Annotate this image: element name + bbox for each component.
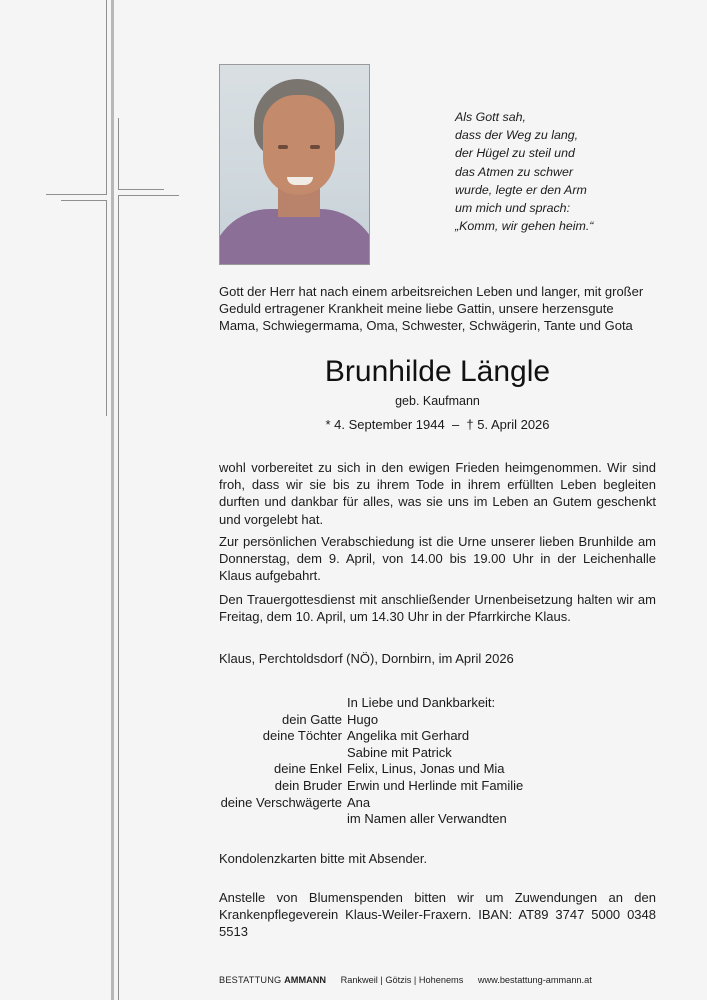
cross-arm-left-lower [61, 200, 107, 201]
family-relation: deine Töchter [262, 728, 342, 744]
family-names: im Namen aller Verwandten [347, 811, 507, 827]
family-relation: dein Gatte [282, 711, 342, 727]
family-names: Sabine mit Patrick [347, 744, 452, 760]
poem-line: wurde, legte er den Arm [455, 182, 587, 197]
cross-arm-right-upper [118, 189, 164, 190]
poem-line: um mich und sprach: [455, 201, 571, 216]
poem [455, 108, 593, 235]
family-relation: deine Enkel [274, 761, 342, 777]
photo-eye-right [310, 145, 320, 149]
photo-smile [287, 177, 313, 185]
footer [219, 975, 592, 985]
maiden-name: geb. Kaufmann [395, 394, 480, 408]
photo-eye-left [278, 145, 288, 149]
photo-shirt [219, 209, 370, 265]
cross-line-left-upper [106, 0, 107, 195]
cross-line-right-upper [118, 118, 119, 190]
place-date: Klaus, Perchtoldsdorf (NÖ), Dornbirn, im April 2026 [219, 651, 514, 666]
family-relation: dein Bruder [274, 777, 342, 793]
paragraph-service: Den Trauergottesdienst mit anschließender Urnenbeisetzung halten wir am Freitag, dem 10. April, um 14.30 Uhr in der Pfarrkirche Klaus. [219, 592, 656, 625]
poem-line: „Komm, wir gehen heim.“ [455, 219, 594, 234]
cross-center-shaft [111, 0, 114, 1000]
cross-line-right-lower [118, 195, 119, 1000]
cross-arm-right-lower [118, 195, 179, 196]
family-names: Ana [347, 794, 371, 810]
family-heading: In Liebe und Dankbarkeit: [347, 695, 496, 710]
family-relation [205, 811, 342, 828]
paragraph-peace: wohl vorbereitet zu sich in den ewigen Frieden heimgenommen. Wir sind froh, dass wir sie bis zu ihrem Tode in ihrem erfüllten Leben begleiten durften und dankbar für alles, was sie uns im Leben an Gutem geschenkt und vorgelebt hat. [219, 460, 656, 527]
family-names: Felix, Linus, Jonas und Mia [347, 761, 505, 777]
poem-line: der Hügel zu steil und [455, 146, 575, 161]
family-names: Erwin und Herlinde mit Familie [347, 777, 524, 793]
family-relation [205, 745, 342, 762]
footer-website-link[interactable]: www.bestattung-ammann.at [477, 975, 592, 985]
paragraph-farewell: Zur persönlichen Verabschiedung ist die Urne unserer lieben Brunhilde am Donnerstag, dem 9. April, von 14.00 bis 19.00 Uhr in der Leichenhalle Klaus aufgebahrt. [219, 534, 656, 584]
family-list [205, 695, 523, 828]
donation-note: Anstelle von Blumenspenden bitten wir um Zuwendungen an den Krankenpflegeverein Klaus-Weiler-Fraxern. IBAN: AT89 3747 5000 0348 5513 [219, 890, 656, 940]
portrait-photo [219, 64, 370, 265]
family-names: Hugo [347, 711, 379, 727]
family-relation: deine Verschwägerte [220, 794, 342, 810]
deceased-name: Brunhilde Längle [324, 355, 551, 388]
family-relation [205, 695, 342, 712]
cross-line-left-lower [106, 200, 107, 416]
cross-arm-left-upper [46, 194, 107, 195]
family-names: Angelika mit Gerhard [347, 728, 470, 744]
life-dates: * 4. September 1944 – † 5. April 2026 [325, 417, 550, 432]
intro-text: Gott der Herr hat nach einem arbeitsreichen Leben und langer, mit großer Geduld ertragener Krankheit meine liebe Gattin, unsere herzensgute Mama, Schwiegermama, Oma, Schwester, Schwägerin, Tante und Gota [219, 284, 644, 334]
footer-brand-name: AMMANN [284, 975, 327, 985]
condolence-note: Kondolenzkarten bitte mit Absender. [219, 851, 428, 866]
footer-locations: Rankweil | Götzis | Hohenems [340, 975, 464, 985]
poem-line: Als Gott sah, [455, 110, 526, 124]
footer-brand-prefix: BESTATTUNG [219, 975, 285, 985]
poem-line: das Atmen zu schwer [455, 164, 573, 179]
poem-line: dass der Weg zu lang, [455, 128, 579, 143]
